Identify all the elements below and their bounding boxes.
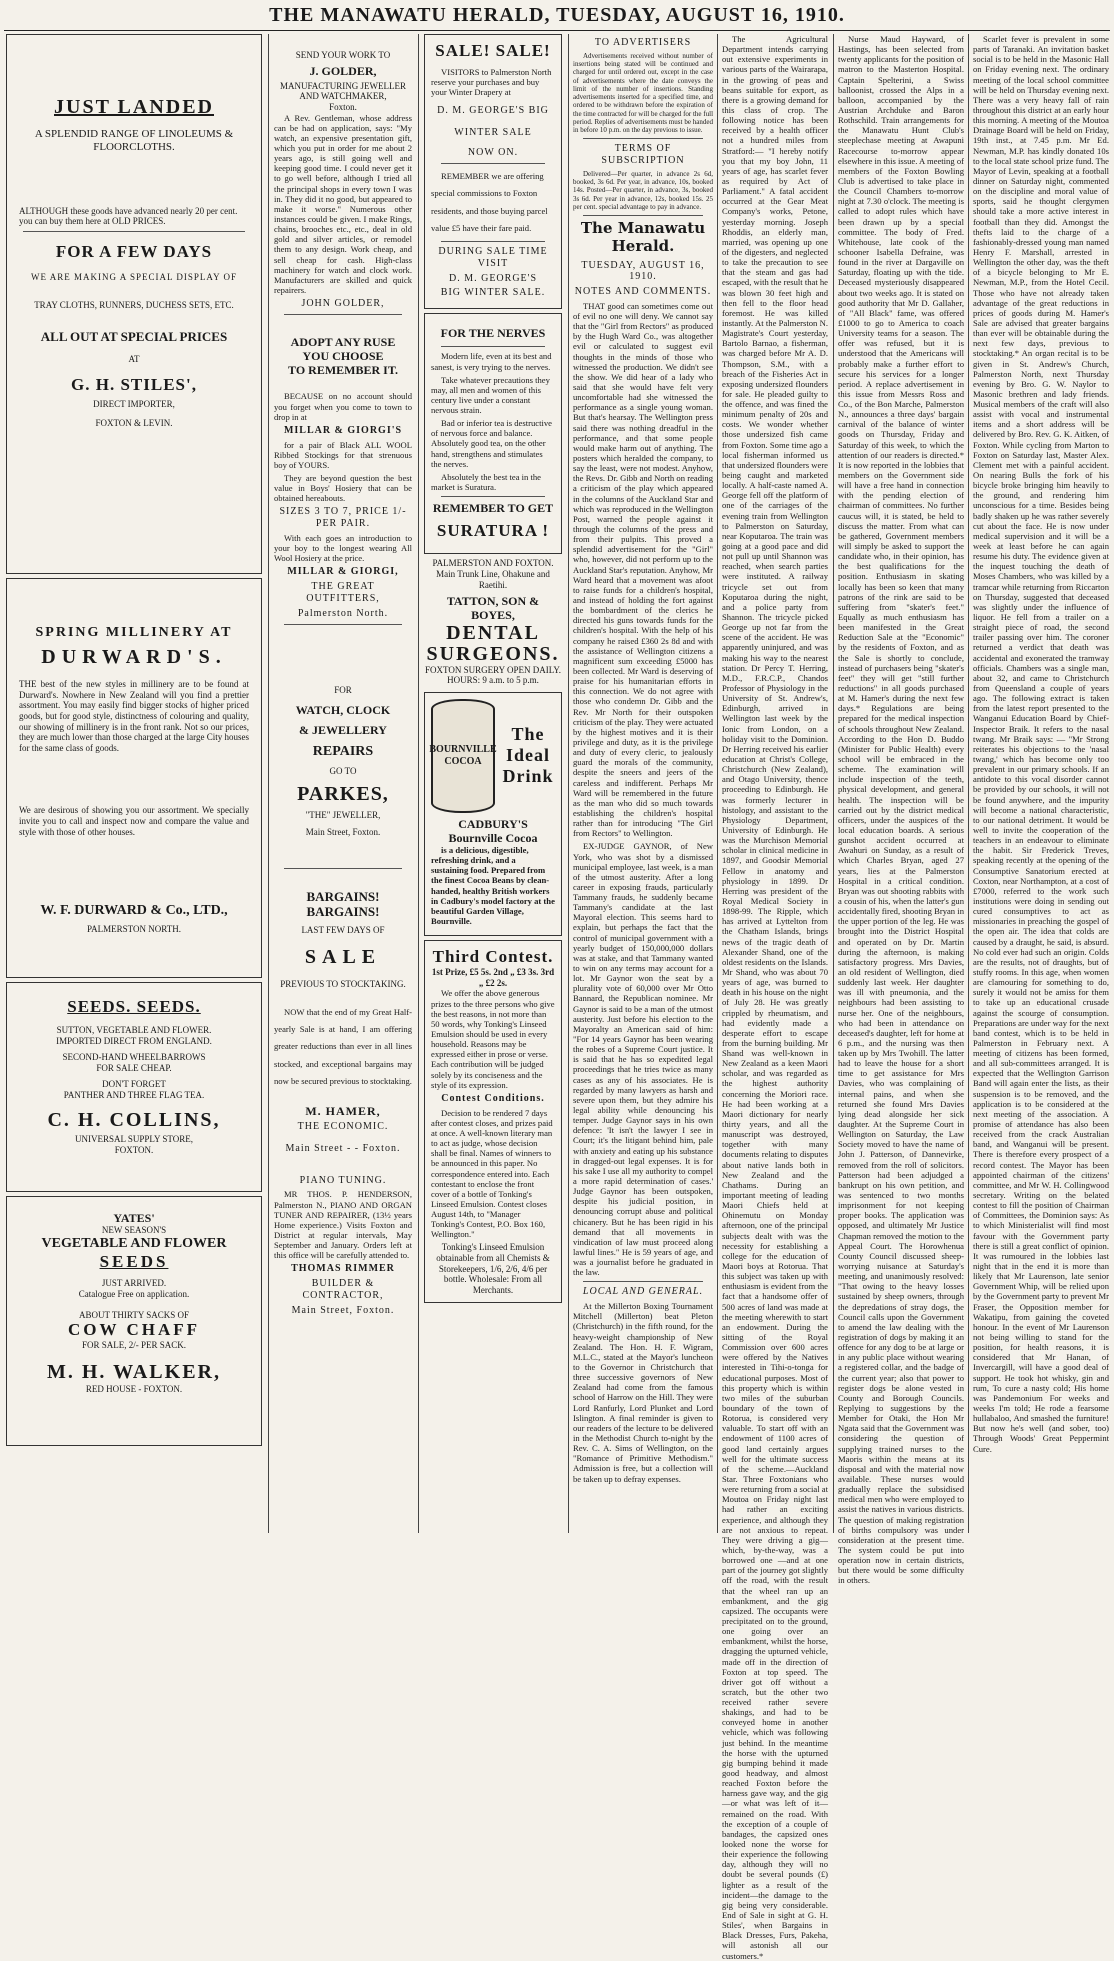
ruse-line2: YOU CHOOSE bbox=[302, 349, 384, 364]
hamer-last: LAST FEW DAYS OF bbox=[301, 925, 385, 936]
stiles-prices: ALL OUT AT SPECIAL PRICES bbox=[40, 329, 228, 345]
golder-place: Foxton. bbox=[329, 101, 357, 112]
george-during: DURING SALE TIME VISIT bbox=[438, 246, 548, 269]
dental-ad bbox=[424, 558, 562, 685]
stiles-ad bbox=[6, 34, 262, 574]
parkes-line2: & JEWELLERY bbox=[299, 723, 387, 738]
stiles-days: FOR A FEW DAYS bbox=[55, 241, 213, 261]
golder-ad bbox=[274, 50, 412, 113]
walker-line5: JUST ARRIVED. bbox=[101, 1278, 167, 1289]
contest-body: We offer the above generous prizes to the three persons who give the best reasons, in not more than 50 words, why Tonking's Linseed Emulsion should be used in every household. Reasons may be expressed either in prose or verse. Each contribution will be judged solely by its conciseness and the style of its expression. bbox=[431, 988, 555, 1090]
durward-title: SPRING MILLINERY AT bbox=[35, 625, 233, 640]
dental-line1: PALMERSTON AND FOXTON. bbox=[432, 558, 554, 569]
cocoa-tin-icon: BOURNVILLE COCOA bbox=[431, 699, 495, 813]
hamer-bargains: BARGAINS! BARGAINS! bbox=[306, 888, 380, 919]
ruse-body: BECAUSE on no account should you forget when you come to town to drop in at bbox=[274, 391, 412, 422]
golder-body: A Rev. Gentleman, whose address can be had on application, says: "My watch, an expensive presentation gift, which you put in order for me about 2 years ago, is still going well and keeping good time. I could never get it to go well before, although I tried all the principal shops in every town I was in. They did it no good, but appeared to make it worse." Numerous other instances could be given. I make Rings, chains, brooches etc., etc., deal in old gold and silver articles, or remodel them to any design. Work cheap, and sell cheap for cash. High-class machinery for watch and clock work. Manufacturers are skilled and quick repairers. bbox=[274, 112, 412, 295]
walker-line8: COW CHAFF bbox=[68, 1320, 200, 1340]
stiles-firm: G. H. STILES', bbox=[71, 374, 197, 394]
golder-trade: MANUFACTURING JEWELLER AND WATCHMAKER, bbox=[279, 80, 407, 102]
stiles-body: ALTHOUGH these goods have advanced nearly 20 per cent. you can buy them here at OLD PRICES. bbox=[19, 205, 238, 227]
suratura-remember: REMEMBER TO GET bbox=[432, 501, 554, 516]
contest-title: Third Contest. bbox=[432, 947, 554, 967]
column-6 bbox=[838, 34, 964, 1586]
masthead-rule bbox=[4, 30, 1110, 31]
durward-name: DURWARD'S. bbox=[41, 645, 227, 668]
george-big: BIG WINTER SALE. bbox=[440, 287, 546, 299]
durward-ad bbox=[6, 578, 262, 978]
cocoa-name: Bournville Cocoa bbox=[448, 830, 538, 845]
col7-body: Scarlet fever is prevalent in some parts of Taranaki. An invitation basket social is to be held in the Masonic Hall on Friday evening next. The ordinary meeting of the local school committee will be held on Thursday evening next. There was a very heavy fall of rain throughout this district at an early hour this morning. A meeting of the Moutoa Drainage Board will be held on Friday, 19th inst., at 7.45 p.m. Mr Ed. Newman, M.P. has kindly donated 10s to the local state school prize fund. The Mayor of Levin, speaking at a football dinner on Saturday night, commented on the discipline and moral value of sports, said he thought clergymen should take a more active interest in football than they did. Amongst the thefts laid to the charge of a fashionably-dressed young man named Henry F. Marshall, arrested in Wellington the other day, was the theft of a bicycle belonging to Mr E. Newman, M.P., from the Hotel Cecil. Those who have not already taken advantage of the great reductions in prices of goods during M. Hamer's Sale are advised that greater bargains than ever will be obtainable during the next few days, previous to stocktaking.* An organ recital is to be given in St. Andrew's Church, Palmerston North, next Thursday evening by Bro. G. W. Naylor to Masonic brethren and lady friends. Musical members of the craft will also assist with vocal and instrumental items and a short address will be delivered by Bro. Rev. G. K. Aitken, of Foxton. While cycling from Marton to Foxton on Saturday last, Master Alex. Clement met with a painful accident. On nearing Bulls the fork of his bicycle broke bringing him heavily to the ground, and rendering him unconscious for a time. Besides being badly shaken up he was rather severely cut about the face. He is now under medical supervision and it will be a week at least before he can again resume his duty. The evidence given at the inquest touching the death of Moses Chambers, who was killed by a tramcar while returning from Riccarton on Thursday, suggested that deceased was slightly under the influence of liquor. He fell from a trailer on a straight piece of road, the second trailer passing over him. The coroner returned a verdict that death was accidental and exonerated the tramway officials. Chambers was a single man, about 32, and came to Christchurch from Queensland a couple of years ago. The following extract is taken from the latest report presented to the Wanganui Education Board by Chief-Inspector Braik. It refers to the nasal twang. Mr Braik says: — "Mr Strong reiterates his objections to the 'nasal twang,' which has become only too prevalent in our primary schools. If an antidote to this vocal disorder cannot be provided by our schools, it will not be found anywhere, and the impurity will become a national characteristic, to our national detriment. It would be well to invite the cooperation of the teachers in an endeavour to eliminate the habit. Sir Frederick Treves, speaking recently at the opening of the Consumptive Sanatorium erected at Coxton, near Northampton, at a cost of £7000, referred to the work such institutions were doing in sending out cured consumptives to act as missionaries in preaching the gospel of the open air. The idea that colds are caused by a draught, he said, is absurd. No cold ever had such an origin. Colds are the results, not of draughts, but of stuffy rooms. In this age, when women are clamouring for something to do, surely it would not be amiss for them to take up an educational crusade against the scourge of consumption. Preparations are under way for the next band contest, which is to be held in Palmerston in February next. A meeting of citizens has been formed, and all sub-committees arranged. It is expected that the Wellington Garrison Band will again enter the lists, as their suspension is to be removed, and the application is to be considered at the next meeting of the association. A promise of attendance has also been received from the crack Australian band, and Wanganui will be present. There is therefore every prospect of a record contest. The Mayor has been appointed chairman of the citizens' committee, and Mr W. H. Collingwood secretary. Writing on the belated contest to fill the position of Chairman of Committees, the Dominion says: As to which Ministerialist will find most favour with the Government party there is still a great conflict of opinion. It was rumoured in the lobbies last night that in the end it is more than likely that Mr Laurenson, late senior Government Whip, will be relied upon by the Government party to prevent Mr Fraser, the Opposition member for Wakatipu, from gaining the coveted honour. In the event of Mr Laurenson not being willing to stand for the position, for health reasons, it is considered that Mr Hanan, of Invercargill, will have a good deal of support. He took hot whisky, gin and rum, To cure a nasty cold; His home was Pandemonium For weeks and weeks I'm told; He rode a fearsome hullabaloo, And smashed the furniture! But now he's well (and sober, too) Through Woods' Great Peppermint Cure. bbox=[973, 34, 1109, 1454]
subscription-head: TERMS OF SUBSCRIPTION bbox=[601, 143, 685, 167]
stiles-display: WE ARE MAKING A SPECIAL DISPLAY OF bbox=[30, 271, 238, 282]
column-3 bbox=[424, 34, 562, 1533]
walker-line4: SEEDS bbox=[99, 1252, 169, 1272]
cocoa-body: is a delicious, digestible, refreshing drink, and a sustaining food. Prepared from the finest Cocoa Beans by clean-handed, healthy British workers in Cadbury's model factory at the beautiful Garden Village, Bournville. bbox=[431, 845, 555, 927]
piano-body: MR THOS. P. HENDERSON, Palmerston N., PIANO AND ORGAN TUNER AND REPAIRER, (13½ years Home experience.) Visits Foxton and District at regular intervals, May September and January. Orders left at this office will be carefully attended to. bbox=[274, 1189, 412, 1261]
collins-firm-sub: UNIVERSAL SUPPLY STORE, bbox=[74, 1134, 194, 1145]
suratura-ad bbox=[424, 313, 562, 554]
walker-line2: NEW SEASON'S bbox=[101, 1225, 167, 1236]
col6-body: Nurse Maud Hayward, of Hastings, has been selected from twenty applicants for the position of matron to the Masterton Hospital. Captain Spelterini, a Swiss balloonist, crossed the Alps in a balloon, accompanied by the Austrian Archduke and Baron Rothschild. Train arrangements for the Manawatu Hunt Club's steeplechase meeting at Awapuni Racecourse to-morrow appear elsewhere in this issue. A meeting of members of the Foxton Bowling Club is advertised to take place in the Council Chambers to-morrow night at 7.30 o'clock. The meeting is called to adopt rules which have been drawn up by a special committee. The body of Fred. Whitehouse, late cook of the schooner Isabella Defraine, was found in the river at Dargaville on Saturday, floating up with the tide. Deceased mysteriously disappeared about two weeks ago. It is stated on good authority that Mr D. Gallaher, of "All Black" fame, was offered £1000 to go to America to coach University teams for a season. The offer was refused, but it is understood that the Americans will probably make a further effort to secure his services for a longer period. A replace advertisement in this issue from Messrs Ross and Co., of the Bon Marche, Palmerston N., announces a three days' bargain carnival of the balance of winter goods on Thursday, Friday and Saturday of this week, to which the attention of our readers is directed.* It is now reported in the lobbies that members on the Government side will have a free hand in connection with the pending election of chairman of committees. No further caucus will, it is stated, be held to discuss the matter. From what can be gathered, Government members will simply be asked to support the candidate who, in their opinion, has the best qualifications for the position. Enthusiasm in skating locally has been so keen that many patrons of the rink are said to be suffering from "skater's feet." Equally as much enthusiasm has been manifested in the Great Reduction Sale at the "Economic" by the residents of Foxton, and as the Sale is shortly to conclude, instead of purchasers being "skater's feet" they will get "still further reductions" in all goods purchased at M. Hamer's during the next few days.* Regulations are being prepared for the medical inspection of schools throughout New Zealand. According to the Hon D. Buddo (Minister for Public Health) every school will be embraced in the scheme. The examination will include inspection of the teeth, physical development, and general health. The inspection will be carried out by the district medical officers, under the auspices of the local education boards. A serious gunshot accident occurred at Awahuri on Sunday, as a result of which Charles Bryan, aged 27 years, lies at the Palmerston Hospital in a critical condition. Bryan was out shooting rabbits with a cousin of his, when the latter's gun accidentally fired, shooting Bryan in the upper portion of the leg. He was brought into the District Hospital and operated on by Dr. Martin during the afternoon, is making satisfactory progress. Mrs Davies, an old resident of Wellington, died suddenly last week. Her daughter was ill with pneumonia, and the neighbours had been assisting to nurse her. One of the neighbours, who had been in attendance on deceased's daughter, left for home at 6 p.m., and the nursing was then taken up by Mrs Twohill. The latter had to leave the house for a short time to get assistance for Mrs Davies, who was complaining of internal pains, and when she returned she found Mrs Davies lying dead alongside her sick daughter. At the Supreme Court in Wellington on Saturday, the Law Society moved to have the name of John J. Patterson, of Dannevirke, removed from the roll of solicitors. Patterson had been adjudged a bankrupt on his own petition, and was sentenced to two months imprisonment for not keeping proper books. The application was opposed, and ultimately Mr Justice Chapman removed the motion to the Appeal Court. The Horowhenua County Council discussed sheep-worrying nuisance at Saturday's meeting, and unanimously resolved: "That owing to the heavy losses sustained by sheep owners, through the depredations of stray dogs, the Council calls upon the Government to amend the law dealing with the registration of dogs by making it an offence for any dog to be at large or in any public place without wearing a registered collar, and the badge of the current year; also that power to register dogs be alone vested in County and Borough Councils. Replying to suggestions by the Member for Otaki, the Hon Mr Ngata said that the Government was considering the question of supplying trained nurses to the Maoris within the means at its disposal and with the material now available. These nurses would gradually replace the subsidised medical men who were employed to assist the natives in various districts. The question of making registration of births compulsory was under consideration at the present time. The system could be put into operation now in certain districts, but there would be some difficulty in others. bbox=[838, 34, 964, 1586]
collins-line6: PANTHER AND THREE FLAG TEA. bbox=[63, 1090, 205, 1101]
parkes-jeweller: "THE" JEWELLER, bbox=[305, 810, 381, 821]
col5-body: The Agricultural Department intends carrying out extensive experiments in various parts of the Wairarapa, in the growing of peas and beans suitable for export, as there is a growing demand for this class of crop. The following notice has been received by a health officer not a hundred miles from Stratford:— "I hereby notify you that my boy John, 11 years of age, has scarlet fever as required by Act of Parliament." A fatal accident occurred at the Gear Meat Company's works, Petone, yesterday morning. Joseph Rhoddis, an elderly man, married, was opening up one of the digesters, and neglected to take the precaution to see that the steam and gas had escaped, with the result that he was blown 30 feet high and then fell to the floor head foremost. He was killed instantly. At the Palmerston N. Magistrate's Court yesterday, Bartolo Barnao, a fisherman, was charged before Mr A. D. Thompson, S.M., with a breach of the Fisheries Act in exposing undersized flounders for sale. He pleaded guilty to the offence, and was fined the minimum penalty of 20s and costs. We wonder whether those undersized fish came from Foxton. Some time ago a local fisherman informed us that undersized flounders were being caught and marketed locally. A half-caste named A. George fell off the platform of one of the carriages of the evening train from Wellington to Palmerston on Saturday, near Koputaroa. The train was going at a good pace and did not pull up until Shannon was reached, when search parties were instituted. A railway tricycle set out from Koputaroa during the night, and a police party from Shannon. The tricycle picked George up not far from the scene of the accident. He was apparently uninjured, and was making his way to the nearest station. Dr Percy T. Herring, M.D., F.R.C.P., Chandos Professor of Physiology in the University of St. Andrew's, Edinburgh, arrived in Wellington last week by the Ionic from London, on a holiday visit to the Dominion. Dr Herring received his earlier education at Christ's College, Christchurch (New Zealand), and Otago University, thence proceeding to Edinburgh. He was formerly lecturer in histology, and assistant to the Physiology Department, University of Edinburgh. He was the Murchison Memorial scholar in clinical medicine in 1897, and Goodsir Memorial Fellow in anatomy and physiology in 1899. Dr Herring was president of the Royal Medical Society in 1898-99. The Ripple, which has arrived at Lyttelton from the Chatham Islands, brings news of the tragic death of Alexander Shand, one of the oldest residents on the Islands. Mr Shand, who was about 70 years of age, was burned to death in his house on the night of July 28. He was greatly crippled by rheumatism, and had evidently made a desperate effort to escape from the burning building. Mr Shand was well-known in New Zealand as a keen Maori scholar, and was regarded as the highest authority concerning the Moriori race. He had been working at a Maori dictionary for nearly thirty years, and all the manuscript was destroyed, together with many documents relating to disputes about native lands both in New Zealand and the Chathams. During an important meeting of leading Maori Chiefs held at Ohinemutu on Monday afternoon, one of the principal subjects dealt with was the necessity for establishing a college for the education of Maori boys at Rotorua. That this subject was taken up with enthusiasm is evident from the fact that a handsome offer of 500 acres of land was made at the meeting wherewith to start an endowment. During the sitting of the Royal Commission over 600 acres were offered by the Natives interested in Tihi-o-tonga for educational purposes. Most of this property which is within two miles of the suburban boundary of the town of Rotorua, is considered very valuable. To start off with an endowment of 1100 acres of good land certainly argues well for the ultimate success of the scheme.—Auckland Star. Three Foxtonians who were returning from a social at Moutoa on Friday night last had rather an exciting experience, and although they are not anxious to repeat. They were driving a gig—which, by-the-way, was a borrowed one —and at one part of the journey got slightly off the road, with the result that the wheel ran up an embankment, and the gig capsized. The occupants were precipitated on to the ground, one going over an embankment, whilst the horse, dragging the upturned vehicle, made off in the direction of Foxton at top speed. The driver got off without a scratch, but the other two received rather severe shakings, and had to be conveyed home in another vehicle, which was following just behind. In the meantime the horse with the upturned gig bumping behind it made good headway, and almost reached Foxton before the harness gave way, and the gig—or what was left of it—remained on the road. With the exception of a couple of bandages, the capsized ones looked none the worse for their experience the following day, although they will no doubt be several pounds (£) lighter as a result of the incident—the damage to the gig being very considerable. End of Sale in sight at G. H. Stiles', when Bargains in Black Dresses, Furs, Pakeha, will astonish all our customers.* bbox=[722, 34, 828, 1961]
collins-firm: C. H. COLLINS, bbox=[47, 1108, 221, 1131]
collins-line5: DON'T FORGET bbox=[102, 1079, 166, 1090]
cocoa-maker: CADBURY'S bbox=[458, 816, 528, 831]
hamer-sale: SALE bbox=[304, 945, 382, 968]
parkes-line3: REPAIRS bbox=[312, 743, 374, 759]
stiles-items: TRAY CLOTHS, RUNNERS, DUCHESS SETS, ETC. bbox=[34, 300, 234, 311]
walker-line6: Catalogue Free on application. bbox=[78, 1288, 190, 1299]
suratura-body2: Take whatever precautions they may, all men and women of this century live under a constant nervous strain. bbox=[431, 374, 550, 416]
suratura-body4: Absolutely the best tea in the market is Suratura. bbox=[431, 471, 541, 493]
collins-line3: SECOND-HAND WHEELBARROWS bbox=[62, 1052, 206, 1063]
dental-line2: Main Trunk Line, Ohakune and Raetihi. bbox=[436, 569, 550, 590]
column-7 bbox=[973, 34, 1109, 1533]
george-ad bbox=[424, 34, 562, 309]
rimmer-name: THOMAS RIMMER bbox=[291, 1263, 395, 1275]
column-divider bbox=[717, 34, 718, 1533]
golder-name: J. GOLDER, bbox=[309, 63, 377, 78]
subscription-body: Delivered—Per quarter, in advance 2s 6d, booked, 3s 6d. Per year, in advance, 10s, booked 14s. Posted—Per quarter, in advance, 3s, booked 3s 6d. Per year in advance, 12s, booked 15s. 25 per cent. special advantage to pay in advance. bbox=[573, 169, 713, 211]
durward-firm: W. F. DURWARD & Co., LTD., bbox=[40, 903, 228, 919]
ruse-ad bbox=[274, 335, 412, 377]
ruse-firm: MILLAR & GIORGI'S bbox=[283, 424, 403, 436]
walker-line3: VEGETABLE AND FLOWER bbox=[41, 1235, 227, 1251]
suratura-body3: Bad or inferior tea is destructive of nervous force and balance. Absolutely good tea, on the other hand, strengthens and stimulates the nerves. bbox=[431, 418, 552, 469]
collins-line4: FOR SALE CHEAP. bbox=[96, 1062, 172, 1073]
walker-ad bbox=[6, 1196, 262, 1446]
tonking-ad bbox=[424, 940, 562, 1302]
dental-open: FOXTON SURGERY OPEN DAILY. bbox=[425, 664, 561, 675]
stiles-sub: A SPLENDID RANGE OF LINOLEUMS & FLOORCLOTHS. bbox=[34, 127, 234, 153]
george-title: SALE! SALE! bbox=[435, 41, 551, 60]
dental-title: DENTAL SURGEONS. bbox=[426, 621, 560, 665]
rimmer-trade: BUILDER & CONTRACTOR, bbox=[302, 1278, 384, 1302]
contest-foot: Tonking's Linseed Emulsion obtainable from all Chemists & Storekeepers, 1/6, 2/6, 4/6 per bottle. Wholesale: From all Merchants. bbox=[436, 1242, 550, 1295]
ruse-sizes: SIZES 3 TO 7, PRICE 1/- PER PAIR. bbox=[279, 506, 407, 530]
collins-title: SEEDS. SEEDS. bbox=[67, 997, 201, 1016]
hamer-prev: PREVIOUS TO STOCKTAKING. bbox=[280, 979, 406, 990]
ruse-line1: ADOPT ANY RUSE bbox=[290, 334, 396, 349]
golder-sign: JOHN GOLDER, bbox=[301, 298, 385, 310]
ruse-place: Palmerston North. bbox=[297, 607, 389, 619]
notes-body2: EX-JUDGE GAYNOR, of New York, who was shot by a dismissed municipal employee, last week, is a man of the utmost austerity. After a long career in exposing frauds, particularly Tammany frauds, he suddenly became Tammany's candidate at the last Mayoral election. This seems hard to explain, but perhaps the fact that the control of municipal government with a yearly budget of 150,000,000 dollars was at stake, and that Tammany wanted to win on any terms may account for a lot. Mr Gaynor won the seat by a plurality vote of 60,000 over Mr Otto Bannard, the Republican nominee. Mr Gaynor is said to be a man of the utmost austerity. Just before his election to the Mayoralty an American said of him: "For 14 years Gaynor has been wearing the robes of a Supreme Court justice. It is said that he has so expedited legal proceedings that he tries twice as many cases as any of his associates. He is regarded by many lawyers as harsh and severe upon them, but they admire his legal ability while denouncing his temper. Judge Gaynor says in his own defence: 'It isn't the lawyer I see in Court; it's the litigant behind him, pale with anxiety and eating up his substance in dragged-out legal expenses. It is for his sake I use all my authority to compel a more rapid determination of cases.' Judge Gaynor has been outspoken, despite his judicial position, in denouncing corrupt abuse and political chicanery. But he has been rigid in his demand that all movements in vindication of law must proceed along lawful lines." He is 59 years of age, and was a journalist before he graduated in the law. bbox=[573, 841, 713, 1278]
george-body: VISITORS to Palmerston North reserve your purchases and buy your Winter Drapery at bbox=[431, 67, 552, 98]
column-divider bbox=[968, 34, 969, 1533]
collins-ad bbox=[6, 982, 262, 1192]
durward-place: PALMERSTON NORTH. bbox=[87, 923, 181, 934]
column-divider bbox=[418, 34, 419, 1533]
durward-body2: We are desirous of showing you our assortment. We specially invite you to call and inspect now and compare the value and style with those of other houses. bbox=[19, 805, 249, 837]
ruse-body2: for a pair of Black ALL WOOL Ribbed Stockings for that strenuous boy of YOURS. bbox=[274, 439, 412, 470]
suratura-brand: SURATURA ! bbox=[436, 521, 550, 541]
hamer-name: M. HAMER, bbox=[305, 1103, 381, 1118]
contest-cond: Contest Conditions. bbox=[441, 1092, 545, 1104]
column-divider bbox=[833, 34, 834, 1533]
durward-body: THE best of the new styles in millinery are to be found at Durward's. Nowhere in New Zealand will you find a prettier assortment. You may easily find bigger stocks of higher priced goods, but for good style, distinctness of colouring and quality, our showing of millinery is in the front rank. Not so our prices, they are much lower than those charged at the large City houses for the same class of goods. bbox=[19, 679, 249, 753]
stiles-at: AT bbox=[128, 354, 140, 365]
hamer-body: NOW that the end of my Great Half-yearly Sale is at hand, I am offering greater reductions than ever in all lines stocked, and exceptional bargains may now be secured previous to stocktaking. bbox=[274, 1006, 412, 1086]
collins-line1: SUTTON, VEGETABLE AND FLOWER. bbox=[56, 1025, 212, 1036]
walker-place: RED HOUSE - FOXTON. bbox=[85, 1384, 183, 1395]
george-firm2: D. M. GEORGE'S bbox=[448, 272, 538, 284]
walker-line9: FOR SALE, 2/- PER SACK. bbox=[81, 1340, 187, 1351]
suratura-title: FOR THE NERVES bbox=[440, 326, 546, 341]
dental-firm: TATTON, SON & BOYES, bbox=[446, 594, 540, 623]
walker-line1: YATES' bbox=[113, 1211, 155, 1225]
column-5 bbox=[722, 34, 828, 1961]
dental-hours: HOURS: 9 a.m. to 5 p.m. bbox=[447, 675, 539, 686]
cadbury-ad bbox=[424, 692, 562, 936]
column-divider bbox=[268, 34, 269, 1533]
walker-firm: M. H. WALKER, bbox=[47, 1360, 221, 1383]
parkes-name: PARKES, bbox=[297, 782, 389, 805]
ruse-body4: With each goes an introduction to your boy to the longest wearing All Wool Hosiery at the price. bbox=[274, 533, 412, 564]
walker-line7: ABOUT THIRTY SACKS OF bbox=[78, 1309, 190, 1320]
contest-body2: Decision to be rendered 7 days after contest closes, and prizes paid at once. A well-known literary man to act as judge, whose decision shall be final. Names of winners to be announced in this paper. No correspondence entered into. Each contestant to enclose the front cover of a bottle of Tonking's Linseed Emulsion. Contest closes August 14th, to "Manager Tonking's Contest, P.O. Box 160, Wellington." bbox=[431, 1107, 553, 1240]
column-4 bbox=[573, 34, 713, 1533]
ruse-firm2: MILLAR & GIORGI, bbox=[287, 566, 399, 578]
hamer-econ: THE ECONOMIC. bbox=[297, 1121, 389, 1133]
ruse-outfit: THE GREAT OUTFITTERS, bbox=[306, 581, 380, 605]
collins-line2: IMPORTED DIRECT FROM ENGLAND. bbox=[56, 1035, 212, 1046]
masthead: THE MANAWATU HERALD, TUESDAY, AUGUST 16, 1910. bbox=[269, 4, 845, 26]
hamer-place: Main Street - - Foxton. bbox=[285, 1142, 401, 1154]
paper-date: TUESDAY, AUGUST 16, 1910. bbox=[581, 259, 705, 283]
george-now: NOW ON. bbox=[467, 147, 519, 159]
local-body: At the Millerton Boxing Tournament Mitchell (Millerton) beat Pleton (Christchurch) in the fifth round, for the heavy-weight championship of New Zealand. The Hon. H. F. Wigram, M.L.C., stated at the Mayor's luncheon to the Governor in Christchurch that three successive governors of New Zealand had come from the famous school of Harrow on the Hill. They were Lord Ranfurly, Lord Plunket and Lord Islington. A final reminder is given to our readers of the lecture to be delivered in the Methodist Church to-night by the Rev. C. A. Sims of Wellington, on the "Romance of Primitive Methodism." Admission is free, but a collection will be taken up to defray expenses. bbox=[573, 1301, 713, 1484]
ruse-body3: They are beyond question the best value in Boys' Hosiery that can be obtained hereabouts. bbox=[274, 473, 412, 504]
parkes-ad bbox=[274, 685, 412, 838]
suratura-body: Modern life, even at its best and sanest, is very trying to the nerves. bbox=[431, 351, 552, 372]
notes-body: THAT good can sometimes come out of evil no one will deny. We cannot say that the "Girl from Rectors" as produced by the Hugh Ward Co., was altogether evil or calculated to suggest evil thoughts in the minds of those who witnessed the production. We didn't see the show. We did hear of a lady who said that she would have felt very uncomfortable had she witnessed the performance as a single young woman. But that's hearsay. The Wellington press said there was nothing dreadful in the performance, and that some people would make harm out of anything. The posters which heralded the company, to say the least, were not modest. Anyhow, the Revs. Dr. Gibb and North on reading a criticism of the play which appeared in the columns of the Auckland Star and which was reproduced in the Wellington Post, warned the people against it through the columns of the press and from their pulpits. This proved a splendid advertisement for the "Girl" who, however, did not perform up to the Auckland Star's reputation. Anyhow, Mr Ward heard that a movement was afoot to raise funds for a children's hospital, and instead of holding the fort against the bombardment of the clerics he directed his guns towards funds for the children's hospital. With the help of his company he raised £360 2s 8d and with the assistance of Wellington citizens a magnificent sum exceeding £5000 has been collected. Mr Ward is deserving of praise for his humanitarian efforts in this connection. We do not agree with those who condemn Dr. Gibb and the Rev. Mr North for their outspoken criticism of the play. They were actuated by the highest motives and it is their privilege and duty, as it is the privilege and duty of every cleric, to jealously guard the morals of the community, despite the sneers and jeers of the careless and indifferent. Perhaps Mr Ward will be remembered in the future as the man who did so much towards establishing the children's hospital rather than for introducing "The Girl from Rectors" to Wellington. bbox=[573, 300, 713, 839]
notes-head: NOTES AND COMMENTS. bbox=[574, 286, 712, 298]
stiles-place: FOXTON & LEVIN. bbox=[95, 417, 173, 428]
cocoa-ideal: The Ideal Drink bbox=[502, 723, 554, 787]
contest-prizes: 1st Prize, £5 5s. 2nd „ £3 3s. 3rd „ £2 2s. bbox=[431, 967, 555, 988]
stiles-title: JUST LANDED bbox=[54, 96, 214, 118]
parkes-place: Main Street, Foxton. bbox=[305, 826, 381, 837]
piano-title: PIANO TUNING. bbox=[299, 1174, 387, 1186]
george-remember: REMEMBER we are offering special commissions to Foxton residents, and those buying parcel value £5 have their fare paid. bbox=[431, 171, 548, 233]
stiles-firm-sub: DIRECT IMPORTER, bbox=[93, 399, 175, 409]
column-2 bbox=[274, 34, 412, 1533]
local-head: LOCAL AND GENERAL. bbox=[582, 1286, 704, 1298]
column-divider bbox=[568, 34, 569, 1533]
column-1 bbox=[6, 34, 262, 1533]
collins-place: FOXTON. bbox=[114, 1144, 154, 1155]
golder-send: SEND YOUR WORK TO bbox=[295, 50, 391, 60]
ruse-line3: TO REMEMBER IT. bbox=[288, 363, 398, 378]
parkes-for: FOR bbox=[334, 684, 352, 695]
rimmer-place: Main Street, Foxton. bbox=[291, 1304, 395, 1316]
hamer-ad bbox=[274, 889, 412, 990]
george-firm: D. M. GEORGE'S BIG WINTER SALE bbox=[437, 105, 549, 139]
parkes-line1: WATCH, CLOCK bbox=[295, 703, 391, 718]
parkes-goto: GO TO bbox=[329, 766, 357, 777]
advertisers-head: TO ADVERTISERS bbox=[594, 37, 692, 48]
advertisers-body: Advertisements received without number of insertions being stated will be continued and charged for until ordered out, except in the case of advertisements where the date conveys the limit of the number of insertions. Standing advertisements inserted for a specified time, and ordered to be withdrawn before the expiration of the time contracted for will be charged for the full period. Replies of advertisements must be handed in before 10 p.m. on the day previous to issue. bbox=[573, 51, 714, 135]
paper-name: The Manawatu Herald. bbox=[580, 219, 706, 255]
